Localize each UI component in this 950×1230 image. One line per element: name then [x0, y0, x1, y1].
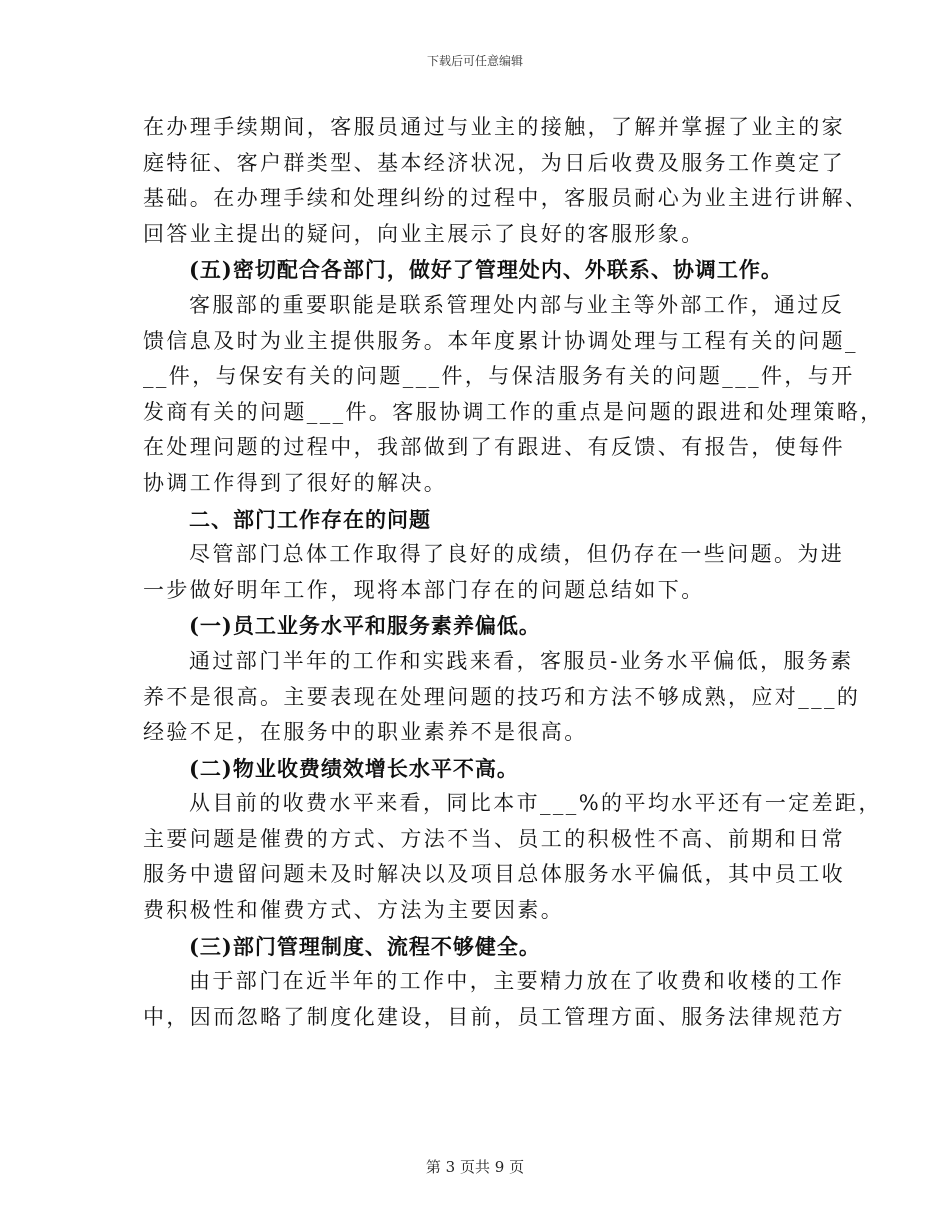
body-text-line: __件，与保安有关的问题___件，与保洁服务有关的问题___件，与开	[143, 364, 855, 389]
section-heading: (二)物业收费绩效增长水平不高。	[189, 755, 519, 781]
body-text-line: 从目前的收费水平来看，同比本市___%的平均水平还有一定差距，	[189, 791, 882, 816]
body-text-line: 协调工作得到了很好的解决。	[143, 470, 448, 495]
body-text-line: 在处理问题的过程中，我部做到了有跟进、有反馈、有报告，使每件	[143, 435, 845, 460]
body-text-line: 在办理手续期间，客服员通过与业主的接触，了解并掌握了业主的家	[143, 115, 845, 139]
body-text-line: 发商有关的问题___件。客服协调工作的重点是问题的跟进和处理策略，	[143, 399, 884, 424]
body-text-line: 基础。在办理手续和处理纠纷的过程中，客服员耐心为业主进行讲解、	[143, 186, 869, 211]
body-text-line: 庭特征、客户群类型、基本经济状况，为日后收费及服务工作奠定了	[143, 150, 845, 175]
body-text-line: 经验不足，在服务中的职业素养不是很高。	[143, 720, 588, 745]
section-heading: (三)部门管理制度、流程不够健全。	[189, 933, 541, 959]
body-text-line: 由于部门在近半年的工作中，主要精力放在了收费和收楼的工作	[189, 969, 845, 994]
body-text-line: 尽管部门总体工作取得了良好的成绩，但仍存在一些问题。为进	[189, 542, 845, 567]
body-text-line: 主要问题是催费的方式、方法不当、员工的积极性不高、前期和日常	[143, 826, 845, 851]
section-heading: (五)密切配合各部门，做好了管理处内、外联系、协调工作。	[189, 257, 783, 283]
body-text-line: 馈信息及时为业主提供服务。本年度累计协调处理与工程有关的问题_	[143, 328, 858, 353]
body-text-line: 中，因而忽略了制度化建设，目前，员工管理方面、服务法律规范方	[143, 1004, 845, 1029]
body-text-line: 通过部门半年的工作和实践来看，客服员-业务水平偏低，服务素	[189, 648, 854, 673]
body-text-line: 回答业主提出的疑问，向业主展示了良好的客服形象。	[143, 221, 705, 246]
body-text-line: 服务中遗留问题未及时解决以及项目总体服务水平偏低，其中员工收	[143, 862, 845, 887]
section-heading: (一)员工业务水平和服务素养偏低。	[189, 613, 541, 639]
page-header: 下载后可任意编辑	[426, 54, 523, 68]
body-text-line: 养不是很高。主要表现在处理问题的技巧和方法不够成熟，应对___的	[143, 684, 861, 709]
body-text-line: 一步做好明年工作，现将本部门存在的问题总结如下。	[143, 577, 705, 602]
section-heading: 二、部门工作存在的问题	[189, 506, 431, 532]
document-body	[143, 110, 884, 1035]
body-text-line: 客服部的重要职能是联系管理处内部与业主等外部工作，通过反	[189, 292, 845, 317]
page-footer: 第 3 页共 9 页	[425, 1158, 525, 1176]
body-text-line: 费积极性和催费方式、方法为主要因素。	[143, 898, 565, 923]
